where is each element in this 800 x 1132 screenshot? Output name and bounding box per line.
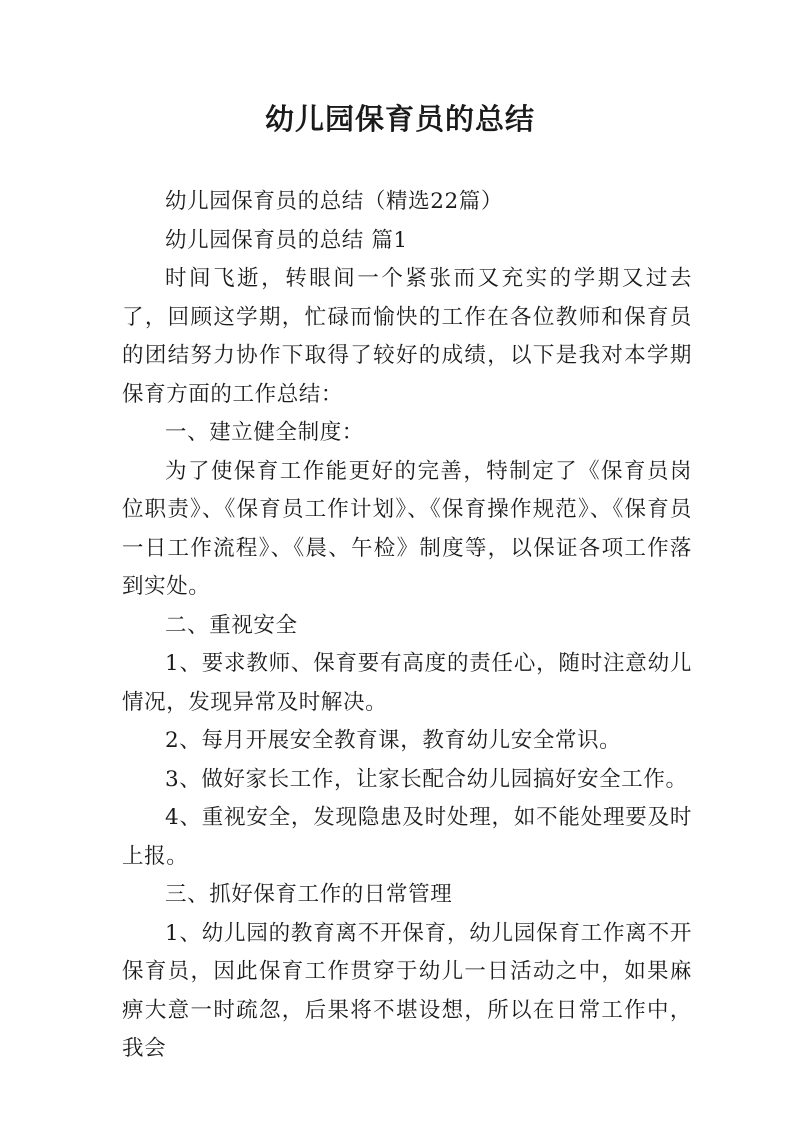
paragraph-section-heading: 幼儿园保育员的总结 篇1 [165,227,408,253]
paragraph: 4、重视安全，发现隐患及时处理，如不能处理要及时上报。 [122,805,692,869]
paragraph-heading: 一、建立健全制度： [165,420,364,445]
document-title: 幼儿园保育员的总结 [264,102,535,136]
paragraph: 2、每月开展安全教育课，教育幼儿安全常识。 [165,728,622,753]
paragraph-subtitle: 幼儿园保育员的总结（精选22篇） [165,189,503,214]
document-body [122,183,692,1069]
paragraph: 1、幼儿园的教育离不开保育，幼儿园保育工作离不开保育员，因此保育工作贯穿于幼儿一日活动之中，如果麻痹大意一时疏忽，后果将不堪设想，所以在日常工作中，我会 [122,920,692,1061]
paragraph: 为了使保育工作能更好的完善，特制定了《保育员岗位职责》、《保育员工作计划》、《保育操作规范》、《保育员一日工作流程》、《晨、午检》制度等，以保证各项工作落到实处。 [122,458,692,599]
paragraph: 3、做好家长工作，让家长配合幼儿园搞好安全工作。 [165,766,688,792]
paragraph-heading: 三、抓好保育工作的日常管理 [165,882,453,907]
paragraph: 时间飞逝，转眼间一个紧张而又充实的学期又过去了，回顾这学期，忙碌而愉快的工作在各位教师和保育员的团结努力协作下取得了较好的成绩，以下是我对本学期保育方面的工作总结： [122,266,692,407]
paragraph-heading: 二、重视安全 [165,612,298,638]
paragraph: 1、要求教师、保育要有高度的责任心，随时注意幼儿情况，发现异常及时解决。 [122,651,692,715]
